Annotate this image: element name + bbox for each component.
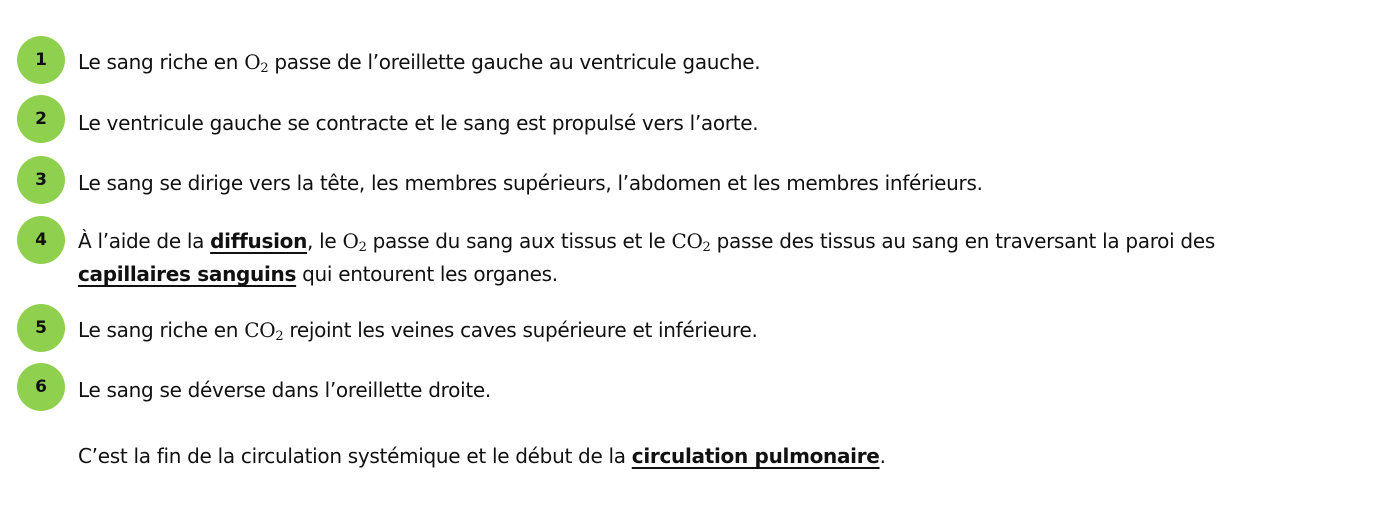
chem-subscript: 2	[260, 61, 269, 76]
chem-symbol: O	[342, 229, 359, 253]
chem-subscript: 2	[358, 240, 367, 255]
chemical-formula-co2	[671, 229, 710, 253]
term-link-diffusion[interactable]: diffusion	[210, 229, 308, 253]
step-text: Le ventricule gauche se contracte et le sang est propulsé vers l’aorte.	[78, 111, 759, 135]
step-text: Le sang se déverse dans l’oreillette droite.	[78, 378, 491, 402]
chemical-formula-o2	[244, 50, 268, 74]
step-number-badge: 4	[17, 216, 65, 264]
text-segment: .	[879, 444, 886, 468]
chem-subscript: 2	[702, 240, 711, 255]
chem-subscript: 2	[275, 329, 284, 344]
text-segment: , le	[307, 229, 343, 253]
chemical-formula-co2	[244, 318, 283, 342]
step-number-badge: 3	[17, 156, 65, 204]
step-text	[78, 314, 1368, 347]
chem-symbol: CO	[244, 318, 276, 342]
text-segment: C’est la fin de la circulation systémique et le début de la	[78, 444, 632, 468]
text-segment: rejoint les veines caves supérieure et inférieure.	[283, 318, 758, 342]
conclusion-text	[78, 440, 1368, 473]
text-segment: passe de l’oreillette gauche au ventricule gauche.	[268, 50, 761, 74]
chem-symbol: CO	[671, 229, 703, 253]
text-segment: Le sang riche en	[78, 318, 245, 342]
step-text: Le sang se dirige vers la tête, les membres supérieurs, l’abdomen et les membres inférieurs.	[78, 171, 983, 195]
text-segment: passe du sang aux tissus et le	[366, 229, 672, 253]
chemical-formula-o2	[342, 229, 366, 253]
step-text	[78, 225, 1368, 291]
text-segment: À l’aide de la	[78, 229, 211, 253]
step-number-badge: 1	[17, 36, 65, 84]
text-segment: passe des tissus au sang en traversant la paroi des	[710, 229, 1215, 253]
step-number-badge: 6	[17, 363, 65, 411]
term-link-capillaires-sanguins[interactable]: capillaires sanguins	[78, 262, 297, 286]
step-text	[78, 46, 1368, 79]
text-segment: Le sang riche en	[78, 50, 245, 74]
step-number-badge: 2	[17, 95, 65, 143]
term-link-circulation-pulmonaire[interactable]: circulation pulmonaire	[631, 444, 880, 468]
text-segment: qui entourent les organes.	[296, 262, 558, 286]
step-number-badge: 5	[17, 304, 65, 352]
chem-symbol: O	[244, 50, 261, 74]
